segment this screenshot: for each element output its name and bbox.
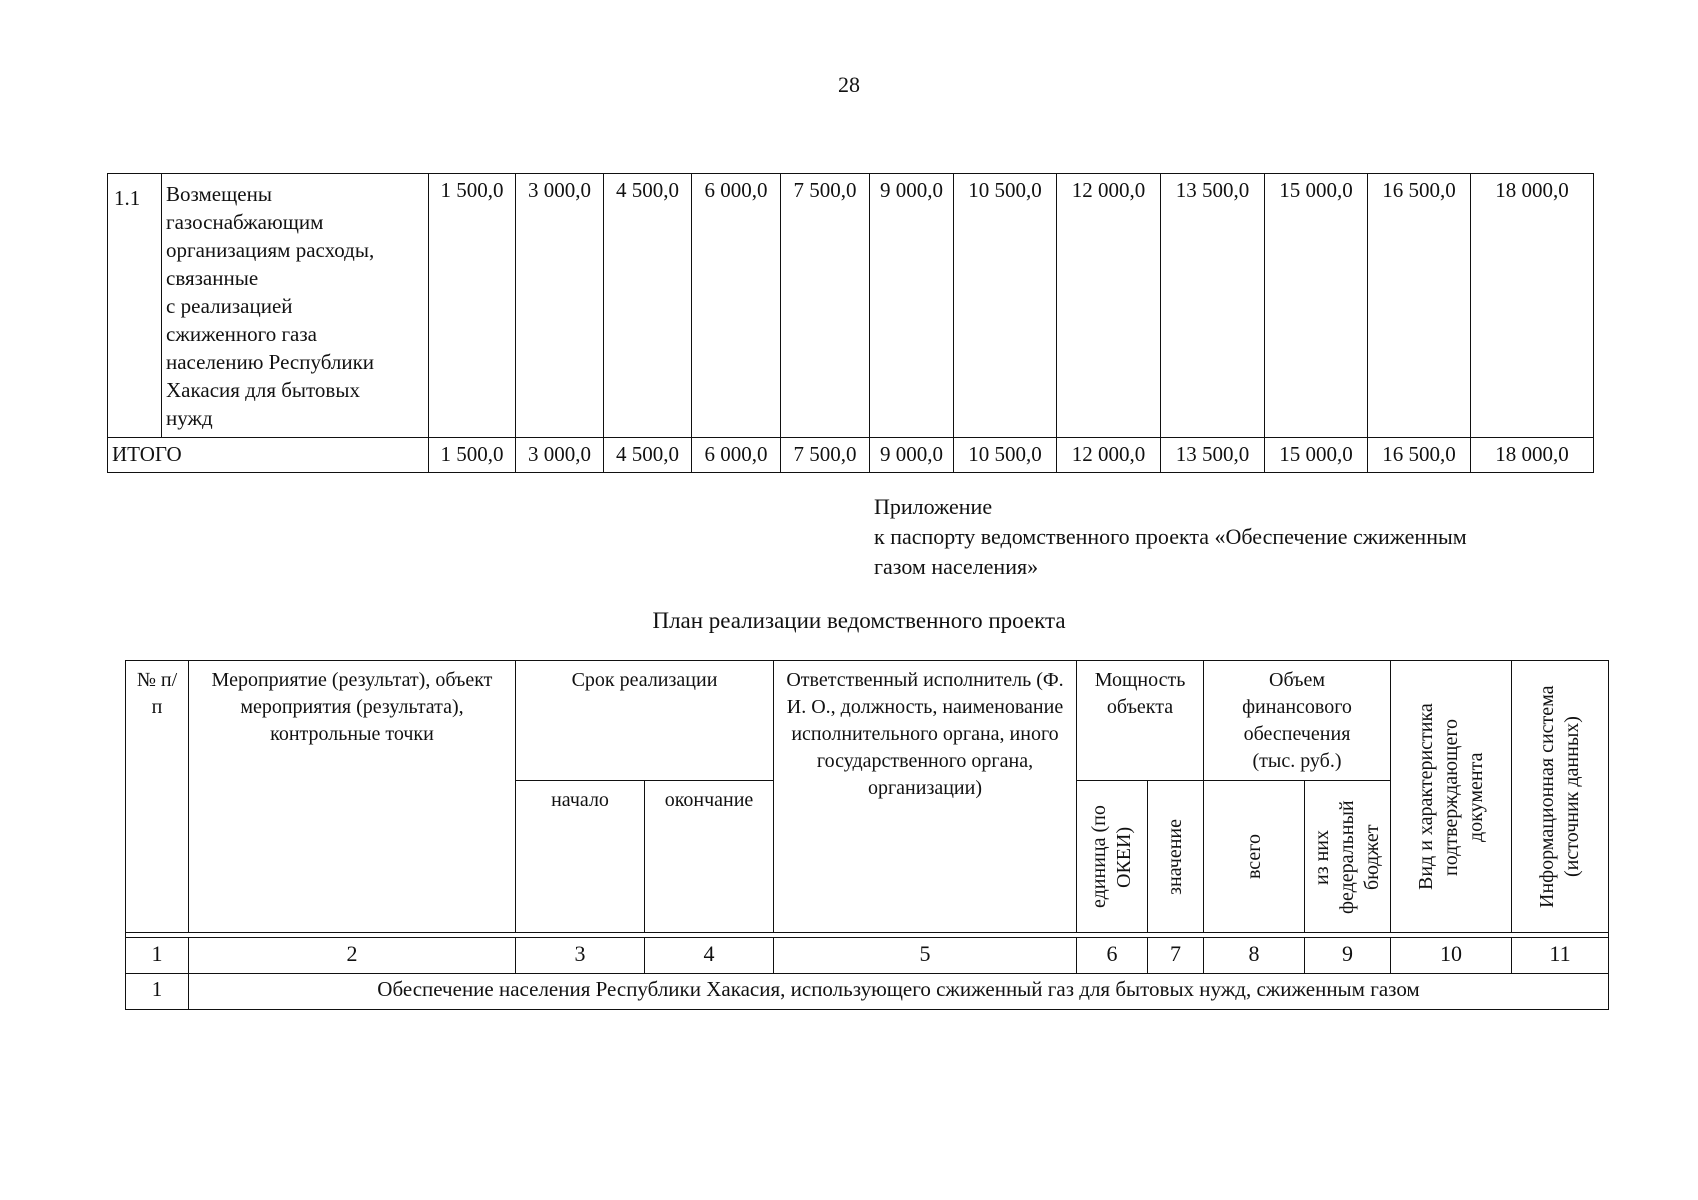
column-number: 2 bbox=[189, 938, 516, 974]
header-finance-federal: из них федеральный бюджет bbox=[1305, 781, 1391, 933]
header-term-start: начало bbox=[516, 781, 645, 933]
table-cell: 1 500,0 bbox=[429, 174, 516, 438]
appendix-line: газом населения» bbox=[874, 554, 1039, 579]
table-cell: 15 000,0 bbox=[1265, 438, 1368, 473]
header-document: Вид и характеристика подтверждающего документа bbox=[1391, 661, 1512, 933]
appendix-line: Приложение bbox=[874, 494, 993, 519]
table-cell: 13 500,0 bbox=[1161, 174, 1265, 438]
table-cell: 6 000,0 bbox=[692, 438, 781, 473]
funding-table bbox=[107, 173, 1594, 473]
column-number: 10 bbox=[1391, 938, 1512, 974]
column-number: 3 bbox=[516, 938, 645, 974]
header-finance: Объем финансового обеспечения (тыс. руб.) bbox=[1204, 661, 1391, 781]
total-label: ИТОГО bbox=[108, 438, 429, 473]
section-number: 1 bbox=[126, 974, 189, 1010]
table-cell: 18 000,0 bbox=[1471, 438, 1594, 473]
section-row bbox=[126, 974, 1609, 1010]
plan-table bbox=[125, 660, 1609, 1010]
column-number: 7 bbox=[1148, 938, 1204, 974]
table-cell: 16 500,0 bbox=[1368, 174, 1471, 438]
table-cell: 15 000,0 bbox=[1265, 174, 1368, 438]
table-cell: 3 000,0 bbox=[516, 174, 604, 438]
header-capacity-unit: единица (по ОКЕИ) bbox=[1077, 781, 1148, 933]
header-capacity: Мощность объекта bbox=[1077, 661, 1204, 781]
table-cell: 13 500,0 bbox=[1161, 438, 1265, 473]
table-cell: 7 500,0 bbox=[781, 174, 870, 438]
header-info-system: Информационная система (источник данных) bbox=[1512, 661, 1609, 933]
plan-title: План реализации ведомственного проекта bbox=[652, 608, 1066, 633]
column-number: 1 bbox=[126, 938, 189, 974]
table-cell: 9 000,0 bbox=[870, 438, 954, 473]
header-no: № п/п bbox=[126, 661, 189, 933]
table-cell: 12 000,0 bbox=[1057, 438, 1161, 473]
row-name: Возмещены газоснабжающим организациям расходы, связанные с реализацией сжиженного газа населению Республики Хакасия для бытовых нужд bbox=[162, 174, 429, 438]
appendix-heading bbox=[874, 492, 1467, 582]
table-cell: 18 000,0 bbox=[1471, 174, 1594, 438]
header-event: Мероприятие (результат), объект мероприятия (результата), контрольные точки bbox=[189, 661, 516, 933]
table-row bbox=[108, 174, 1594, 438]
table-cell: 4 500,0 bbox=[604, 438, 692, 473]
section-title: Обеспечение населения Республики Хакасия, использующего сжиженный газ для бытовых нужд, сжиженным газом bbox=[189, 974, 1609, 1010]
column-number: 9 bbox=[1305, 938, 1391, 974]
table-cell: 6 000,0 bbox=[692, 174, 781, 438]
table-cell: 7 500,0 bbox=[781, 438, 870, 473]
row-number: 1.1 bbox=[108, 174, 162, 438]
column-number: 8 bbox=[1204, 938, 1305, 974]
table-cell: 9 000,0 bbox=[870, 174, 954, 438]
column-number: 11 bbox=[1512, 938, 1609, 974]
column-number: 4 bbox=[645, 938, 774, 974]
header-capacity-value: значение bbox=[1148, 781, 1204, 933]
total-row bbox=[108, 438, 1594, 473]
header-term-end: окончание bbox=[645, 781, 774, 933]
column-numbers-row bbox=[126, 938, 1609, 974]
table-cell: 16 500,0 bbox=[1368, 438, 1471, 473]
header-executor: Ответственный исполнитель (Ф. И. О., должность, наименование исполнительного органа, иного государственного органа, организации) bbox=[774, 661, 1077, 933]
header-row bbox=[126, 661, 1609, 781]
table-cell: 10 500,0 bbox=[954, 438, 1057, 473]
column-number: 6 bbox=[1077, 938, 1148, 974]
table-cell: 1 500,0 bbox=[429, 438, 516, 473]
page-number: 28 bbox=[838, 72, 860, 97]
appendix-line: к паспорту ведомственного проекта «Обеспечение сжиженным bbox=[874, 524, 1467, 549]
column-number: 5 bbox=[774, 938, 1077, 974]
table-cell: 10 500,0 bbox=[954, 174, 1057, 438]
header-term: Срок реализации bbox=[516, 661, 774, 781]
table-cell: 12 000,0 bbox=[1057, 174, 1161, 438]
table-cell: 4 500,0 bbox=[604, 174, 692, 438]
table-cell: 3 000,0 bbox=[516, 438, 604, 473]
header-finance-total: всего bbox=[1204, 781, 1305, 933]
